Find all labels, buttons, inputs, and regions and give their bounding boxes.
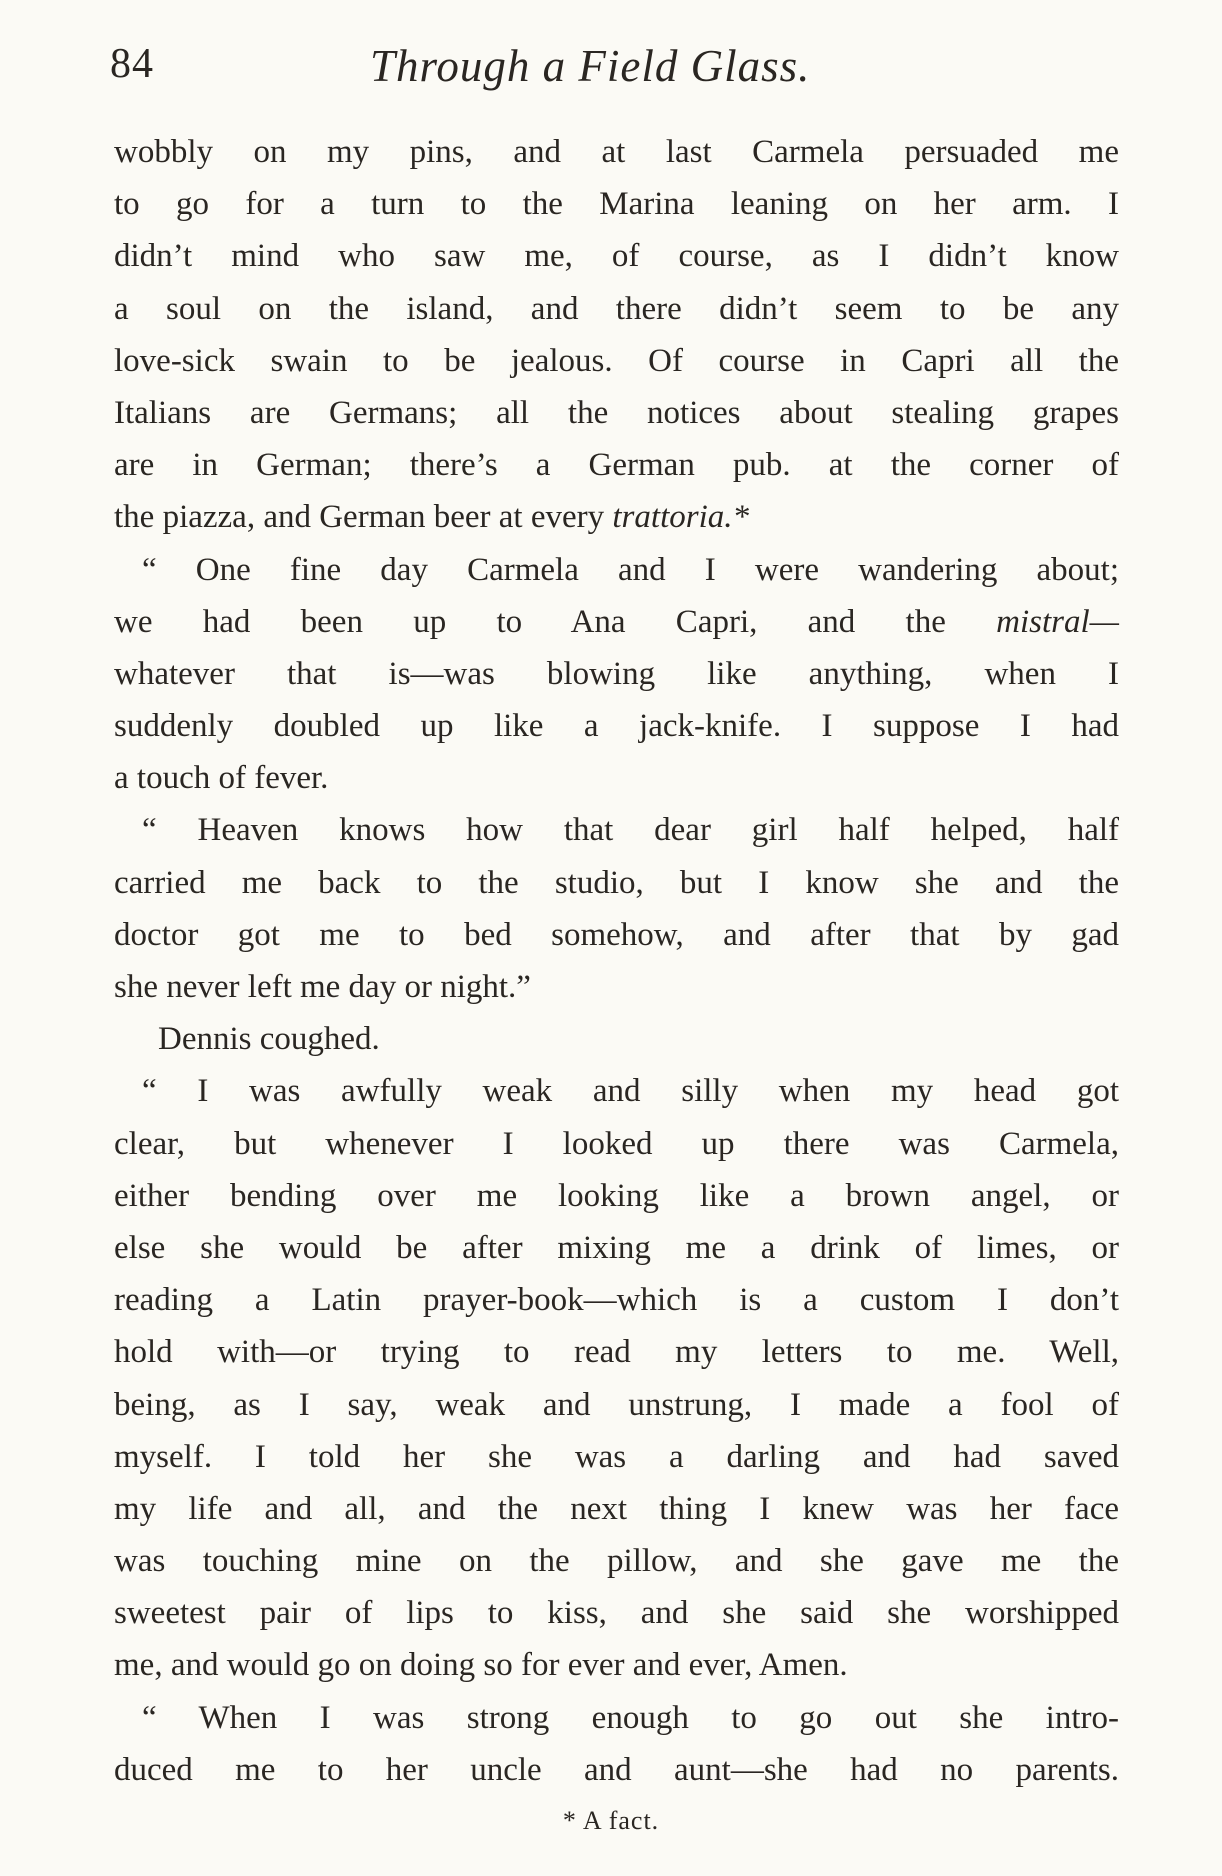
text-line: doctor got me to bed somehow, and after that by gad <box>114 916 1119 953</box>
text-line: a touch of fever. <box>114 760 329 797</box>
paragraph-start-line: Dennis coughed. <box>158 1021 380 1058</box>
text-line: duced me to her uncle and aunt—she had no parents. <box>114 1751 1119 1788</box>
text-line: myself. I told her she was a darling and had saved <box>114 1438 1119 1475</box>
text-line: else she would be after mixing me a drink of limes, or <box>114 1229 1119 1266</box>
text-run: the piazza, and German beer at every <box>114 499 613 536</box>
text-line: to go for a turn to the Marina leaning on her arm. I <box>114 186 1119 223</box>
text-line: reading a Latin prayer-book—which is a custom I don’t <box>114 1282 1119 1319</box>
paragraph-start-line: “ I was awfully weak and silly when my head got <box>142 1073 1119 1110</box>
text-line: a soul on the island, and there didn’t seem to be any <box>114 290 1119 327</box>
text-line: hold with—or trying to read my letters to me. Well, <box>114 1334 1119 1371</box>
text-line: love-sick swain to be jealous. Of course in Capri all the <box>114 342 1119 379</box>
paragraph-start-line: “ One fine day Carmela and I were wandering about; <box>142 551 1119 588</box>
text-line: Italians are Germans; all the notices about stealing grapes <box>114 394 1119 431</box>
footnote: * A fact. <box>562 1806 660 1835</box>
body-text <box>114 126 1119 1796</box>
text-line: me, and would go on doing so for ever and ever, Amen. <box>114 1647 848 1684</box>
text-line: my life and all, and the next thing I knew was her face <box>114 1490 1119 1527</box>
text-line: being, as I say, weak and unstrung, I made a fool of <box>114 1386 1119 1423</box>
text-line: are in German; there’s a German pub. at the corner of <box>114 447 1119 484</box>
text-line: carried me back to the studio, but I know she and the <box>114 864 1119 901</box>
text-line <box>114 491 1119 543</box>
text-line: didn’t mind who saw me, of course, as I didn’t know <box>114 238 1119 275</box>
running-title: Through a Field Glass. <box>370 41 811 91</box>
text-line <box>114 596 1119 648</box>
italic-term-trattoria: trattoria.* <box>612 499 749 536</box>
text-line: sweetest pair of lips to kiss, and she said she worshipped <box>114 1595 1119 1632</box>
paragraph-start-line: “ Heaven knows how that dear girl half helped, half <box>142 812 1119 849</box>
text-line: clear, but whenever I looked up there was Carmela, <box>114 1125 1119 1162</box>
text-line: was touching mine on the pillow, and she gave me the <box>114 1543 1119 1580</box>
page-header <box>110 40 1120 100</box>
paragraph-start-line: “ When I was strong enough to go out she intro- <box>142 1699 1119 1736</box>
text-line: suddenly doubled up like a jack-knife. I suppose I had <box>114 708 1119 745</box>
page-number: 84 <box>110 41 154 87</box>
text-line: whatever that is—was blowing like anything, when I <box>114 655 1119 692</box>
text-line: wobbly on my pins, and at last Carmela persuaded me <box>114 134 1119 170</box>
text-line: she never left me day or night.” <box>114 969 531 1005</box>
italic-term-mistral: mistral— <box>996 603 1119 640</box>
text-run: we had been up to Ana Capri, and the <box>114 603 997 640</box>
text-line: either bending over me looking like a brown angel, or <box>114 1177 1119 1214</box>
